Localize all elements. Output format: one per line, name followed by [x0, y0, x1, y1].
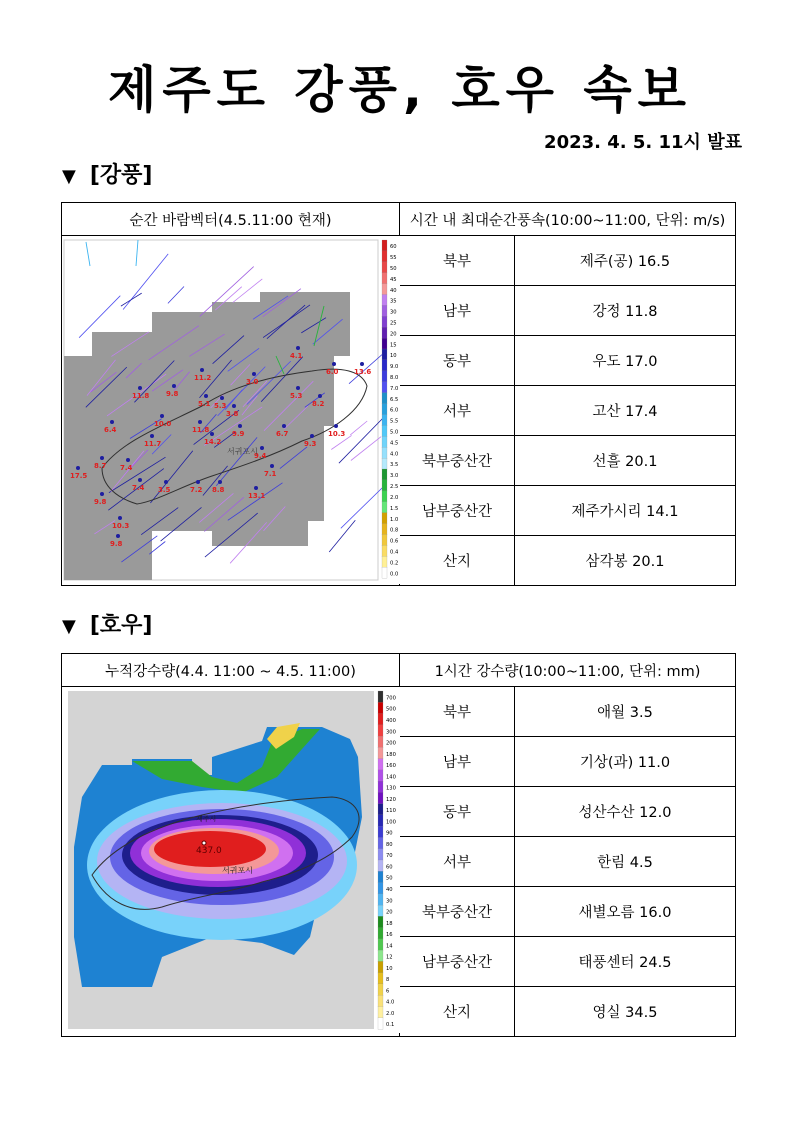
rain-accumulation-map: [62, 687, 400, 1033]
wind-station-value: 9.8: [94, 498, 107, 506]
wind-legend-label: 50: [390, 266, 397, 272]
issued-time: 2023. 4. 5. 11시 발표: [544, 132, 742, 153]
wind-legend-swatch: [382, 556, 387, 567]
wind-station-dot: [198, 420, 202, 424]
section-wind-label: [강풍]: [89, 163, 153, 188]
wind-legend-swatch: [382, 513, 387, 524]
wind-legend-label: 0.8: [390, 527, 399, 534]
triangle-down-icon: ▼: [62, 616, 76, 637]
wind-station-dot: [150, 434, 154, 438]
wind-station-value: 3.8: [226, 410, 239, 418]
wind-station-value: 6.4: [104, 426, 117, 434]
wind-station-dot: [270, 464, 274, 468]
wind-legend-label: 55: [390, 255, 397, 262]
wind-legend-swatch: [382, 469, 387, 480]
wind-station-value: 4.1: [290, 352, 303, 360]
wind-value: 우도 17.0: [515, 336, 736, 386]
rain-legend-label: 12: [386, 954, 393, 961]
wind-legend-swatch: [382, 349, 387, 360]
wind-legend-label: 8.0: [390, 375, 399, 381]
rain-legend-label: 130: [386, 785, 396, 792]
wind-station-value: 11.8: [132, 392, 150, 400]
rain-legend-swatch: [378, 747, 383, 759]
wind-legend-swatch: [382, 415, 387, 426]
wind-station-dot: [296, 346, 300, 350]
wind-station-dot: [282, 424, 286, 428]
wind-station-value: 7.2: [190, 486, 203, 494]
rain-map-header: 누적강수량(4.4. 11:00 ~ 4.5. 11:00): [62, 654, 400, 687]
wind-legend-swatch: [382, 458, 387, 469]
rain-max-label: 437.0: [196, 846, 222, 856]
wind-station-value: 17.5: [70, 472, 88, 480]
page-title: 제주도 강풍, 호우 속보: [108, 61, 692, 119]
rain-legend-swatch: [378, 905, 383, 917]
wind-legend-swatch: [382, 371, 387, 382]
rain-value: 성산수산 12.0: [515, 787, 736, 837]
rain-legend-label: 120: [386, 796, 396, 803]
rain-legend-label: 0.1: [386, 1022, 395, 1029]
rain-legend-label: 700: [386, 695, 396, 702]
wind-station-value: 7.4: [132, 484, 145, 492]
wind-station-value: 5.3: [214, 402, 227, 410]
rain-region: 북부: [400, 687, 515, 737]
wind-legend-label: 15: [390, 342, 397, 349]
wind-legend-swatch: [382, 382, 387, 393]
rain-legend-swatch: [378, 725, 383, 737]
wind-legend-swatch: [382, 305, 387, 316]
wind-legend-label: 2.5: [390, 484, 399, 490]
wind-station-dot: [100, 456, 104, 460]
wind-region: 동부: [400, 336, 515, 386]
wind-legend-swatch: [382, 567, 387, 578]
wind-legend-label: 3.5: [390, 462, 399, 469]
rain-legend-label: 180: [386, 751, 396, 758]
wind-station-dot: [116, 534, 120, 538]
wind-station-dot: [232, 404, 236, 408]
wind-station-value: 10.3: [112, 522, 130, 530]
rain-legend-swatch: [378, 984, 383, 996]
wind-legend-label: 2.0: [390, 495, 399, 501]
wind-station-dot: [218, 480, 222, 484]
rain-legend-label: 140: [386, 774, 396, 781]
rain-legend-swatch: [378, 691, 383, 703]
rain-region: 서부: [400, 837, 515, 887]
rain-legend-label: 110: [386, 808, 396, 815]
wind-station-value: 6.7: [276, 430, 289, 438]
rain-legend-label: 300: [386, 729, 396, 736]
wind-station-dot: [118, 516, 122, 520]
wind-station-dot: [254, 486, 258, 490]
rain-legend-swatch: [378, 736, 383, 748]
rain-legend-label: 16: [386, 932, 393, 939]
wind-legend-swatch: [382, 436, 387, 447]
wind-station-dot: [318, 394, 322, 398]
rain-value: 한림 4.5: [515, 837, 736, 887]
rain-legend-swatch: [378, 928, 383, 940]
rain-table: [61, 653, 736, 1037]
wind-legend-swatch: [382, 316, 387, 327]
wind-legend-swatch: [382, 425, 387, 436]
rain-value: 태풍센터 24.5: [515, 937, 736, 987]
wind-station-value: 10.3: [328, 430, 346, 438]
rain-value: 영실 34.5: [515, 987, 736, 1037]
wind-region: 북부중산간: [400, 436, 515, 486]
wind-station-dot: [200, 368, 204, 372]
wind-station-dot: [334, 424, 338, 428]
wind-station-value: 9.9: [232, 430, 245, 438]
rain-legend-label: 500: [386, 706, 396, 713]
wind-legend-swatch: [382, 240, 387, 251]
wind-legend-label: 0.0: [390, 571, 399, 578]
wind-station-dot: [138, 386, 142, 390]
wind-value: 강정 11.8: [515, 286, 736, 336]
wind-table: [61, 202, 736, 586]
rain-legend-label: 160: [386, 763, 396, 770]
wind-station-value: 13.1: [248, 492, 266, 500]
rain-legend-label: 8: [386, 977, 390, 984]
wind-station-dot: [210, 432, 214, 436]
wind-value: 삼각봉 20.1: [515, 536, 736, 586]
rain-legend-label: 400: [386, 718, 396, 724]
wind-station-value: 7.1: [264, 470, 277, 478]
rain-legend-swatch: [378, 961, 383, 973]
wind-station-value: 5.1: [198, 400, 211, 408]
wind-legend-swatch: [382, 393, 387, 404]
rain-legend-swatch: [378, 770, 383, 782]
wind-legend-label: 0.6: [390, 538, 399, 545]
wind-legend-label: 9.0: [390, 364, 399, 371]
rain-legend-label: 60: [386, 864, 393, 871]
wind-station-value: 13.6: [354, 368, 372, 376]
wind-legend-label: 0.4: [390, 549, 399, 556]
wind-station-value: 5.3: [290, 392, 303, 400]
rain-legend-swatch: [378, 804, 383, 816]
wind-station-dot: [172, 384, 176, 388]
wind-station-dot: [164, 480, 168, 484]
wind-station-dot: [76, 466, 80, 470]
wind-legend-swatch: [382, 327, 387, 338]
rain-legend-label: 40: [386, 887, 393, 893]
wind-station-dot: [126, 458, 130, 462]
rain-legend-label: 30: [386, 898, 393, 905]
wind-region: 북부: [400, 236, 515, 286]
wind-legend-swatch: [382, 447, 387, 458]
rain-legend-label: 50: [386, 875, 393, 882]
wind-legend-swatch: [382, 502, 387, 513]
wind-legend: [382, 240, 399, 578]
triangle-down-icon: ▼: [62, 166, 76, 187]
wind-legend-swatch: [382, 284, 387, 295]
wind-station-value: 3.5: [158, 486, 171, 494]
rain-value: 애월 3.5: [515, 687, 736, 737]
rain-legend-label: 100: [386, 819, 396, 826]
rain-legend-label: 14: [386, 943, 393, 950]
wind-legend-label: 10: [390, 353, 397, 360]
rain-legend-swatch: [378, 1007, 383, 1019]
rain-region: 남부중산간: [400, 937, 515, 987]
wind-station-dot: [100, 492, 104, 496]
wind-legend-label: 4.0: [390, 451, 399, 458]
rain-legend-swatch: [378, 1018, 383, 1030]
rain-legend-label: 18: [386, 920, 393, 927]
wind-legend-label: 4.5: [390, 440, 399, 447]
wind-legend-swatch: [382, 360, 387, 371]
rain-legend-swatch: [378, 781, 383, 793]
rain-region: 북부중산간: [400, 887, 515, 937]
rain-legend-swatch: [378, 939, 383, 951]
rain-table-header: 1시간 강수량(10:00~11:00, 단위: mm): [400, 654, 736, 687]
wind-legend-label: 20: [390, 331, 397, 338]
rain-legend-label: 10: [386, 965, 393, 972]
wind-station-value: 8.2: [312, 400, 325, 408]
section-wind-heading: [62, 158, 152, 189]
rain-legend-swatch: [378, 815, 383, 827]
wind-legend-swatch: [382, 295, 387, 306]
wind-value: 제주가시리 14.1: [515, 486, 736, 536]
rain-region: 동부: [400, 787, 515, 837]
rain-north-label: 제주시: [196, 815, 217, 823]
wind-region: 남부: [400, 286, 515, 336]
rain-map-cell: [62, 687, 400, 1037]
wind-map-header: 순간 바람벡터(4.5.11:00 현재): [62, 203, 400, 236]
wind-region: 남부중산간: [400, 486, 515, 536]
rain-legend-label: 90: [386, 830, 393, 837]
rain-legend-swatch: [378, 759, 383, 771]
section-rain-label: [호우]: [89, 613, 153, 638]
rain-legend-swatch: [378, 838, 383, 850]
wind-station-dot: [160, 414, 164, 418]
wind-legend-label: 6.5: [390, 396, 399, 403]
wind-legend-label: 35: [390, 298, 397, 305]
wind-station-dot: [196, 480, 200, 484]
wind-station-value: 9.4: [254, 452, 267, 460]
wind-station-dot: [332, 362, 336, 366]
rain-legend-swatch: [378, 714, 383, 726]
wind-station-dot: [110, 420, 114, 424]
wind-station-dot: [138, 478, 142, 482]
rain-legend-swatch: [378, 860, 383, 872]
wind-legend-swatch: [382, 273, 387, 284]
rain-legend-swatch: [378, 916, 383, 928]
rain-legend-label: 2.0: [386, 1010, 395, 1017]
wind-legend-label: 40: [390, 287, 397, 294]
rain-region: 산지: [400, 987, 515, 1037]
wind-region: 산지: [400, 536, 515, 586]
wind-legend-label: 45: [390, 276, 397, 283]
wind-station-value: 7.4: [120, 464, 133, 472]
wind-station-dot: [360, 362, 364, 366]
rain-region: 남부: [400, 737, 515, 787]
wind-station-dot: [310, 434, 314, 438]
wind-region: 서부: [400, 386, 515, 436]
wind-station-value: 9.3: [304, 440, 317, 448]
rain-value: 기상(과) 11.0: [515, 737, 736, 787]
wind-legend-swatch: [382, 524, 387, 535]
wind-city-label: 서귀포시: [227, 447, 258, 456]
rain-legend-swatch: [378, 871, 383, 883]
rain-legend-swatch: [378, 702, 383, 714]
wind-station-dot: [252, 372, 256, 376]
wind-legend-label: 30: [390, 309, 397, 316]
wind-station-value: 6.0: [326, 368, 339, 376]
rain-legend-swatch: [378, 849, 383, 861]
wind-legend-swatch: [382, 251, 387, 262]
wind-legend-swatch: [382, 404, 387, 415]
rain-city-label: 서귀포시: [222, 866, 253, 875]
wind-legend-label: 25: [390, 320, 397, 327]
wind-legend-label: 3.0: [390, 473, 399, 480]
wind-station-dot: [260, 446, 264, 450]
wind-station-value: 11.7: [144, 440, 162, 448]
rain-legend-label: 80: [386, 841, 393, 848]
wind-legend-label: 5.5: [390, 418, 399, 425]
rain-value: 새별오름 16.0: [515, 887, 736, 937]
wind-legend-swatch: [382, 480, 387, 491]
wind-station-value: 8.8: [212, 486, 225, 494]
rain-legend-swatch: [378, 792, 383, 804]
wind-station-value: 9.8: [110, 540, 123, 548]
wind-legend-swatch: [382, 491, 387, 502]
wind-station-value: 14.2: [204, 438, 222, 446]
wind-legend-swatch: [382, 338, 387, 349]
wind-legend-label: 1.0: [390, 516, 399, 523]
wind-station-value: 10.0: [154, 420, 172, 428]
wind-station-dot: [238, 424, 242, 428]
wind-station-value: 11.8: [192, 426, 210, 434]
wind-map-cell: [62, 236, 400, 586]
rain-legend-swatch: [378, 826, 383, 838]
rain-legend-swatch: [378, 883, 383, 895]
rain-legend-swatch: [378, 894, 383, 906]
wind-value: 제주(공) 16.5: [515, 236, 736, 286]
wind-legend-label: 60: [390, 244, 397, 251]
wind-station-value: 9.8: [166, 390, 179, 398]
wind-station-value: 11.2: [194, 374, 212, 382]
rain-legend-swatch: [378, 995, 383, 1007]
wind-station-value: 8.7: [94, 462, 107, 470]
rain-legend-label: 200: [386, 740, 396, 747]
rain-legend-label: 4.0: [386, 999, 395, 1006]
wind-legend-label: 5.0: [390, 429, 399, 436]
wind-legend-swatch: [382, 262, 387, 273]
wind-station-value: 3.0: [246, 378, 259, 386]
wind-vector-map: [62, 236, 400, 584]
section-rain-heading: [62, 608, 152, 639]
rain-legend-swatch: [378, 973, 383, 985]
rain-legend-swatch: [378, 950, 383, 962]
wind-legend-label: 0.2: [390, 560, 399, 567]
wind-table-header: 시간 내 최대순간풍속(10:00~11:00, 단위: m/s): [400, 203, 736, 236]
wind-station-dot: [204, 394, 208, 398]
rain-legend-label: 70: [386, 853, 393, 860]
rain-legend-label: 6: [386, 988, 390, 995]
wind-legend-label: 6.0: [390, 407, 399, 414]
wind-legend-label: 1.5: [390, 505, 399, 512]
wind-value: 선흘 20.1: [515, 436, 736, 486]
wind-legend-swatch: [382, 534, 387, 545]
wind-legend-label: 7.0: [390, 385, 399, 392]
wind-station-dot: [220, 396, 224, 400]
wind-legend-swatch: [382, 545, 387, 556]
wind-value: 고산 17.4: [515, 386, 736, 436]
wind-station-dot: [296, 386, 300, 390]
rain-legend-label: 20: [386, 909, 393, 916]
